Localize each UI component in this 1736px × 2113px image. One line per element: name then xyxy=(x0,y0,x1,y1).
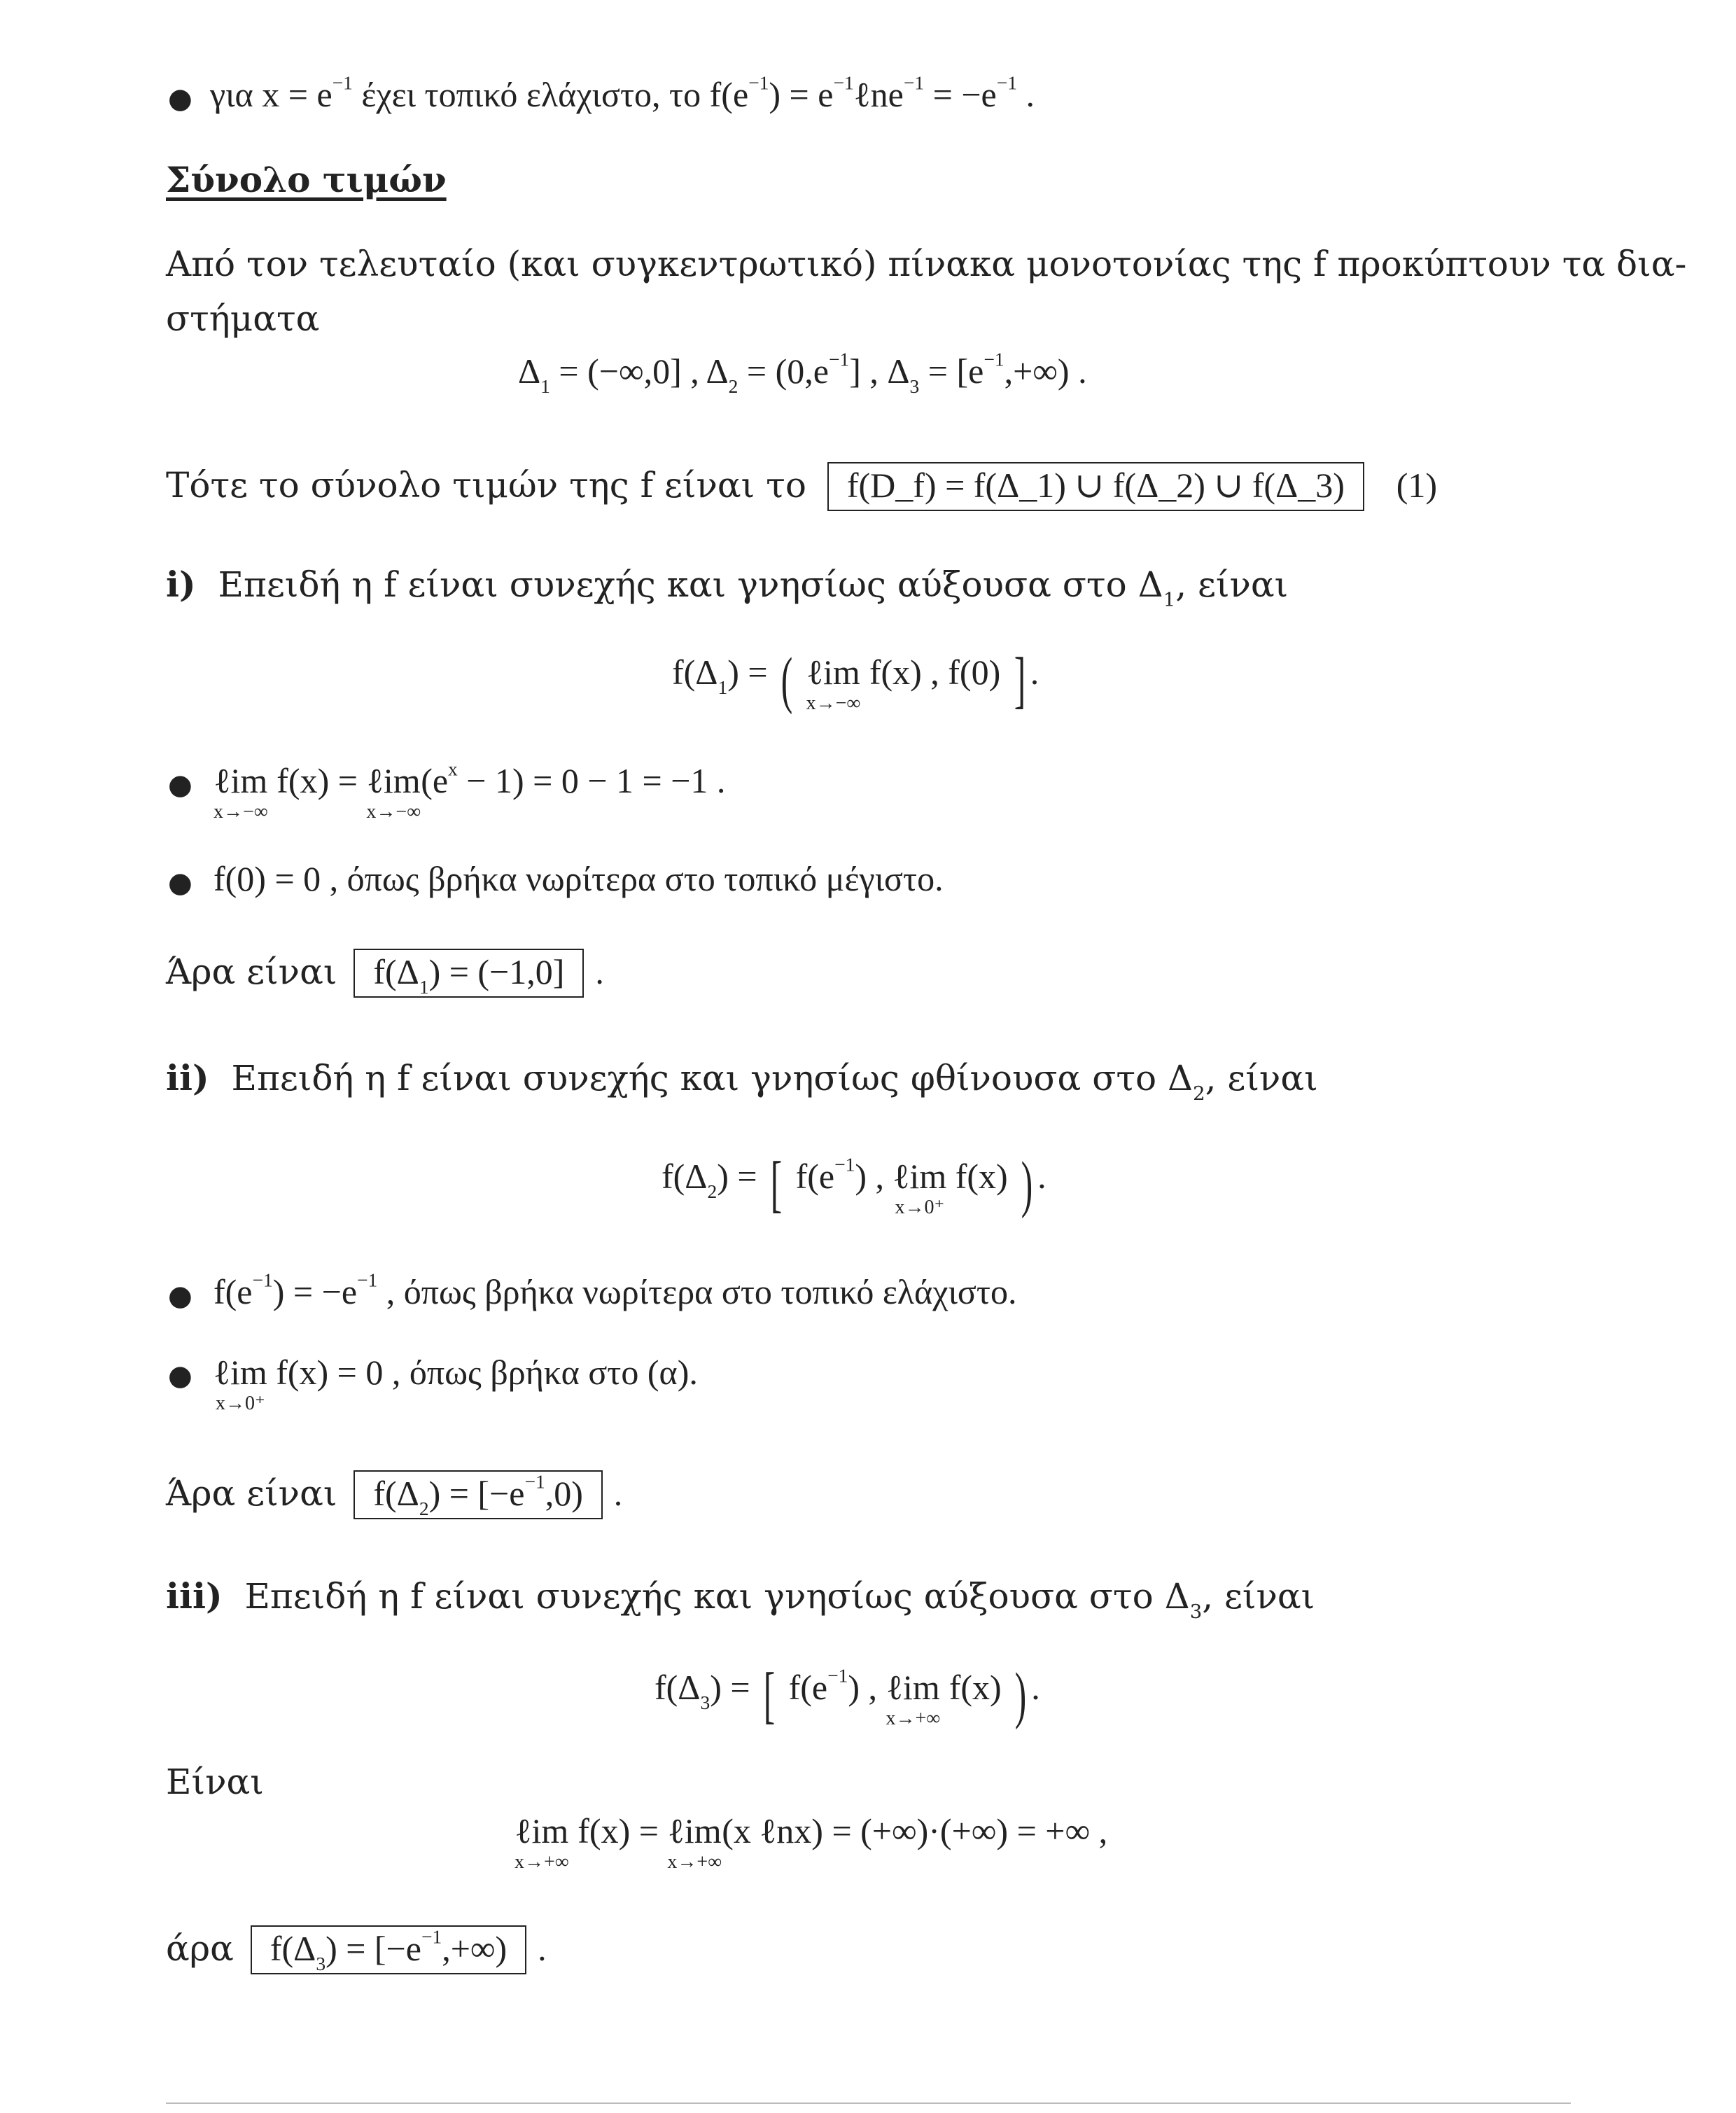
intervals-formula: $\Delta_1 = (-\infty,0]$ , $\Delta_2 = (0,e^{-1}]$ , $\Delta_3 = [e^{-1},+\infty)$ . xyxy=(518,348,1087,397)
bullet-dot: ● xyxy=(168,769,192,801)
part-i-bullet-limit: ℓim x→−∞ f(x) = ℓim x→−∞ $(e^x - 1) = 0 - 1 = -1$ . xyxy=(214,758,726,823)
paragraph-line: στήματα xyxy=(166,298,320,339)
equation-tag: (1) xyxy=(1396,466,1438,505)
range-definition: Τότε το σύνολο τιμών της f είναι το f(D_f) = f(Δ_1) ∪ f(Δ_2) ∪ f(Δ_3) (1) xyxy=(166,462,1437,511)
part-i-bullet-f0: f(0) = 0 , όπως βρήκα νωρίτερα στο τοπικό μέγιστο. xyxy=(214,859,944,898)
einai-label: Είναι xyxy=(166,1762,264,1802)
part-iii-limit-eq: ℓim x→+∞ f(x) = ℓim x→+∞ (x ℓnx) = (+∞)·(+∞) = +∞ , xyxy=(514,1811,1108,1873)
part-iii-formula: $f(\Delta_3)$ = [ $f(e^{-1})$ , ℓim x→+∞ f(x) ) . xyxy=(654,1661,1040,1730)
part-i-result: Άρα είναι $f(\Delta_1) = (-1,0]$ . xyxy=(166,949,604,998)
part-ii-formula: $f(\Delta_2)$ = [ $f(e^{-1})$ , ℓim x→0⁺ f(x) ) . xyxy=(662,1150,1046,1219)
boxed-range-formula: f(D_f) = f(Δ_1) ∪ f(Δ_2) ∪ f(Δ_3) xyxy=(827,462,1364,511)
part-ii-statement: ii) Επειδή η f είναι συνεχής και γνησίως φθίνουσα στο $\Delta_2$, είναι xyxy=(166,1057,1318,1105)
bullet-dot: ● xyxy=(168,1280,192,1312)
part-ii-result: Άρα είναι $f(\Delta_2) = [-e^{-1},0)$ . xyxy=(166,1470,623,1519)
part-ii-bullet-min: $f(e^{-1}) = -e^{-1}$ , όπως βρήκα νωρίτερα στο τοπικό ελάχιστο. xyxy=(214,1269,1017,1311)
part-ii-bullet-limit: ℓim x→0⁺ f(x) = 0 , όπως βρήκα στο (α). xyxy=(214,1353,698,1414)
part-i-formula: $f(\Delta_1)$ = ( ℓim x→−∞ f(x) , f(0) ] . xyxy=(672,646,1040,715)
section-title: Σύνολο τιμών xyxy=(166,159,447,200)
part-iii-statement: iii) Επειδή η f είναι συνεχής και γνησίως αύξουσα στο $\Delta_3$, είναι xyxy=(166,1575,1315,1623)
bullet-dot: ● xyxy=(168,83,192,115)
part-iii-result: άρα $f(\Delta_3) = [-e^{-1},+\infty)$ . xyxy=(166,1925,547,1974)
bullet-dot: ● xyxy=(168,1360,192,1392)
paragraph-line: Από τον τελευταίο (και συγκεντρωτικό) πίνακα μονοτονίας της f προκύπτουν τα δια- xyxy=(166,244,1687,284)
part-i-statement: i) Επειδή η f είναι συνεχής και γνησίως αύξουσα στο $\Delta_1$, είναι xyxy=(166,564,1289,611)
boxed-result-d2: $f(\Delta_2) = [-e^{-1},0)$ xyxy=(354,1470,603,1519)
boxed-result-d1: $f(\Delta_1) = (-1,0]$ xyxy=(354,949,584,998)
bullet-dot: ● xyxy=(168,867,192,899)
local-min-line: για $x = e^{-1}$ έχει τοπικό ελάχιστο, το $f(e^{-1})$ = $e^{-1}\ell ne^{-1} = -e^{-1}$ . xyxy=(210,71,1035,114)
boxed-result-d3: $f(\Delta_3) = [-e^{-1},+\infty)$ xyxy=(251,1925,526,1974)
footer-rule xyxy=(166,2102,1571,2104)
